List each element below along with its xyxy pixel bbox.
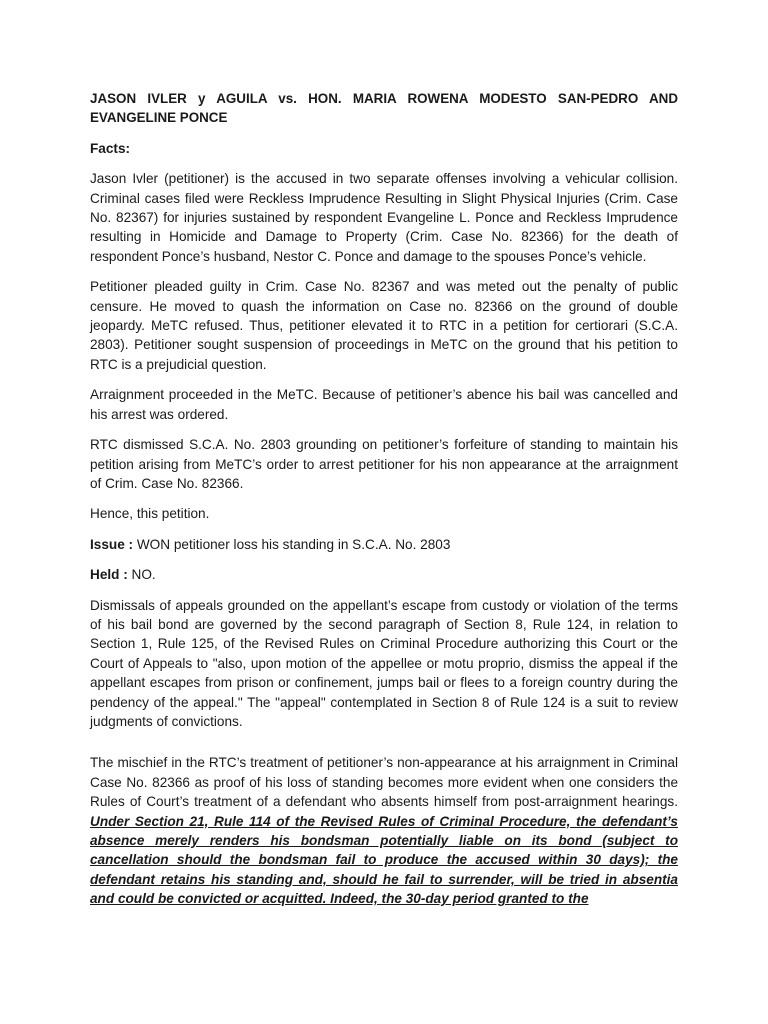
issue-line (90, 535, 678, 554)
held-line (90, 565, 678, 584)
issue-text: WON petitioner loss his standing in S.C.A. No. 2803 (133, 536, 451, 552)
facts-paragraph-5: Hence, this petition. (90, 506, 210, 522)
document-page (90, 89, 678, 920)
held-text: NO. (127, 567, 156, 583)
case-title: JASON IVLER y AGUILA vs. HON. MARIA ROWENA MODESTO SAN-PEDRO AND EVANGELINE PONCE (90, 91, 678, 126)
issue-label: Issue : (90, 536, 134, 552)
facts-paragraph-3: Arraignment proceeded in the MeTC. Because of petitioner’s abence his bail was cancelled and his arrest was ordered. (90, 387, 678, 422)
facts-paragraph-1: Jason Ivler (petitioner) is the accused in two separate offenses involving a vehicular collision. Criminal cases filed were Reckless Imprudence Resulting in Slight Physical Injuries (Crim. Case No. 82367) for injuries sustained by respondent Evangeline L. Ponce and Reckless Imprudence resulting in Homicide and Damage to Property (Crim. Case No. 82366) for the death of respondent Ponce’s husband, Nestor C. Ponce and damage to the spouses Ponce’s vehicle. (90, 171, 678, 264)
facts-paragraph-2: Petitioner pleaded guilty in Crim. Case No. 82367 and was meted out the penalty of public censure. He moved to quash the information on Case no. 82366 on the ground of double jeopardy. MeTC refused. Thus, petitioner elevated it to RTC in a petition for certiorari (S.C.A. 2803). Petitioner sought suspension of proceedings in MeTC on the ground that his petition to RTC is a prejudicial question. (90, 279, 678, 372)
ruling-paragraph-1: Dismissals of appeals grounded on the appellant’s escape from custody or violation of the terms of his bail bond are governed by the second paragraph of Section 8, Rule 124, in relation to Section 1, Rule 125, of the Revised Rules on Criminal Procedure authorizing this Court or the Court of Appeals to "also, upon motion of the appellee or motu proprio, dismiss the appeal if the appellant escapes from prison or confinement, jumps bail or flees to a foreign country during the pendency of the appeal." The "appeal" contemplated in Section 8 of Rule 124 is a suit to review judgments of convictions. (90, 597, 678, 729)
ruling-paragraph-2-emphasis: Under Section 21, Rule 114 of the Revised Rules of Criminal Procedure, the defendant’s absence merely renders his bondsman potentially liable on its bond (subject to cancellation should the bondsman fail to produce the accused within 30 days); the defendant retains his standing and, should he fail to surrender, will be tried in absentia and could be convicted or acquitted. Indeed, the 30-day period granted to the (90, 813, 678, 907)
ruling-paragraph-2 (90, 753, 678, 908)
facts-paragraph-4: RTC dismissed S.C.A. No. 2803 grounding on petitioner’s forfeiture of standing to maintain his petition arising from MeTC’s order to arrest petitioner for his non appearance at the arraignment of Crim. Case No. 82366. (90, 437, 678, 491)
held-label: Held : (90, 567, 128, 583)
facts-heading: Facts: (90, 140, 131, 156)
ruling-paragraph-2-text: The mischief in the RTC’s treatment of petitioner’s non-appearance at his arraignment in Criminal Case No. 82366 as proof of his loss of standing becomes more evident when one considers the Rules of Court’s treatment of a defendant who absents himself from post-arraignment hearings. (90, 755, 678, 810)
